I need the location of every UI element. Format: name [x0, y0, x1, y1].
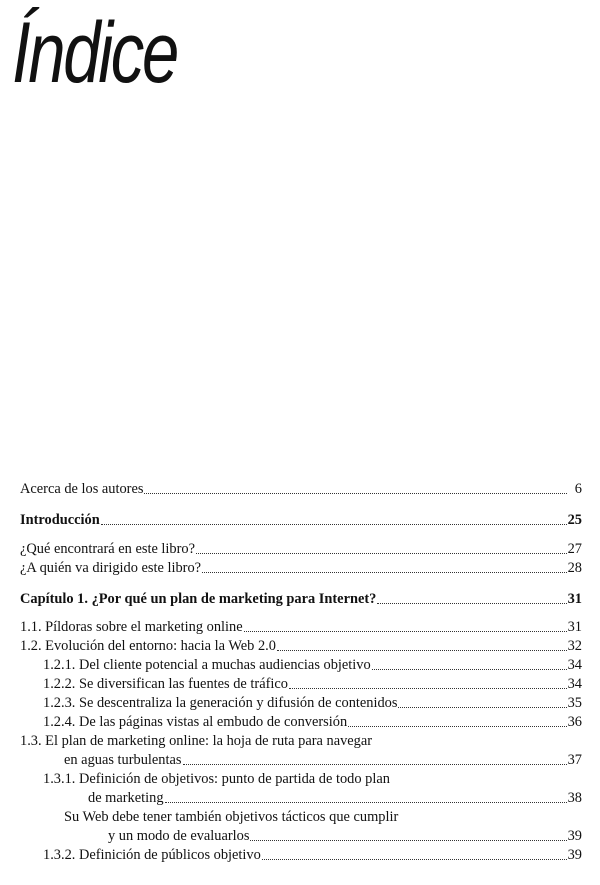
toc-entry-text: 1.1. Píldoras sobre el marketing online — [20, 619, 243, 635]
toc-entry-que-encontrara[interactable] — [20, 541, 582, 558]
toc-entry-1-1[interactable] — [20, 619, 582, 636]
toc-entry-text: Acerca de los autores — [20, 481, 144, 497]
dot-leader — [262, 858, 567, 860]
dot-leader — [250, 839, 566, 841]
toc-entry-a-quien[interactable] — [20, 560, 582, 577]
toc-entry-text: ¿Qué encontrará en este libro? — [20, 541, 195, 557]
dot-leader — [289, 687, 567, 689]
toc-entry-text: en aguas turbulentas — [64, 752, 182, 768]
dot-leader — [398, 706, 566, 708]
toc-entry-text: 1.2. Evolución del entorno: hacia la Web 2.0 — [20, 638, 276, 654]
toc-entry-1-3-1-line1[interactable]: 1.3.1. Definición de objetivos: punto de partida de todo plan — [43, 771, 390, 787]
toc-entry-text: Capítulo 1. ¿Por qué un plan de marketing para Internet? — [20, 591, 377, 607]
toc-page-number: 27 — [567, 541, 582, 557]
toc-entry-1-2-3[interactable] — [43, 695, 582, 712]
toc-entry-su-web-line1[interactable]: Su Web debe tener también objetivos tácticos que cumplir — [64, 809, 399, 825]
toc-entry-text: Introducción — [20, 512, 100, 528]
toc-entry-text: 1.3.2. Definición de públicos objetivo — [43, 847, 261, 863]
toc-page-number: 37 — [567, 752, 582, 768]
dot-leader — [244, 630, 567, 632]
toc-entry-1-2[interactable] — [20, 638, 582, 655]
toc-page-number: 32 — [567, 638, 582, 654]
dot-leader — [377, 602, 566, 604]
toc-entry-1-2-4[interactable] — [43, 714, 582, 731]
toc-entry-1-2-1[interactable] — [43, 657, 582, 674]
dot-leader — [277, 649, 567, 651]
toc-page-number: 39 — [567, 847, 582, 863]
toc-entry-text: ¿A quién va dirigido este libro? — [20, 560, 202, 576]
toc-page-number: 36 — [567, 714, 582, 730]
dot-leader — [101, 523, 567, 525]
dot-leader — [144, 492, 567, 494]
toc-entry-text: 1.2.1. Del cliente potencial a muchas audiencias objetivo — [43, 657, 371, 673]
toc-entry-1-2-2[interactable] — [43, 676, 582, 693]
dot-leader — [196, 552, 567, 554]
toc-page-number: 34 — [567, 657, 582, 673]
toc-page-number: 39 — [567, 828, 582, 844]
dot-leader — [372, 668, 567, 670]
toc-entry-text: 1.2.4. De las páginas vistas al embudo de conversión — [43, 714, 348, 730]
dot-leader — [165, 801, 567, 803]
toc-entry-text: 1.2.3. Se descentraliza la generación y difusión de contenidos — [43, 695, 398, 711]
dot-leader — [348, 725, 566, 727]
toc-page-number: 31 — [567, 619, 582, 635]
toc-entry-su-web[interactable] — [108, 828, 582, 845]
toc-entry-1-3-2[interactable] — [43, 847, 582, 864]
toc-entry-text: y un modo de evaluarlos — [108, 828, 250, 844]
toc-entry-introduccion[interactable] — [20, 512, 582, 529]
toc-page-number: 31 — [567, 591, 582, 607]
toc-page-number: 28 — [567, 560, 582, 576]
toc-page-number: 38 — [567, 790, 582, 806]
toc-page-number: 35 — [567, 695, 582, 711]
toc-page-number: 6 — [574, 481, 582, 497]
toc-page-number: 25 — [567, 512, 582, 528]
toc-entry-1-3-1[interactable] — [88, 790, 582, 807]
dot-leader — [183, 763, 567, 765]
dot-leader — [202, 571, 567, 573]
toc-page-number: 34 — [567, 676, 582, 692]
toc-entry-capitulo-1[interactable] — [20, 591, 582, 608]
toc-entry-acerca[interactable] — [20, 481, 582, 498]
toc-entry-1-3-line1[interactable]: 1.3. El plan de marketing online: la hoja de ruta para navegar — [20, 733, 373, 749]
toc-entry-text: de marketing — [88, 790, 164, 806]
toc-entry-text: 1.2.2. Se diversifican las fuentes de tráfico — [43, 676, 288, 692]
toc-entry-1-3[interactable] — [64, 752, 582, 769]
page-title: Índice — [12, 5, 177, 101]
